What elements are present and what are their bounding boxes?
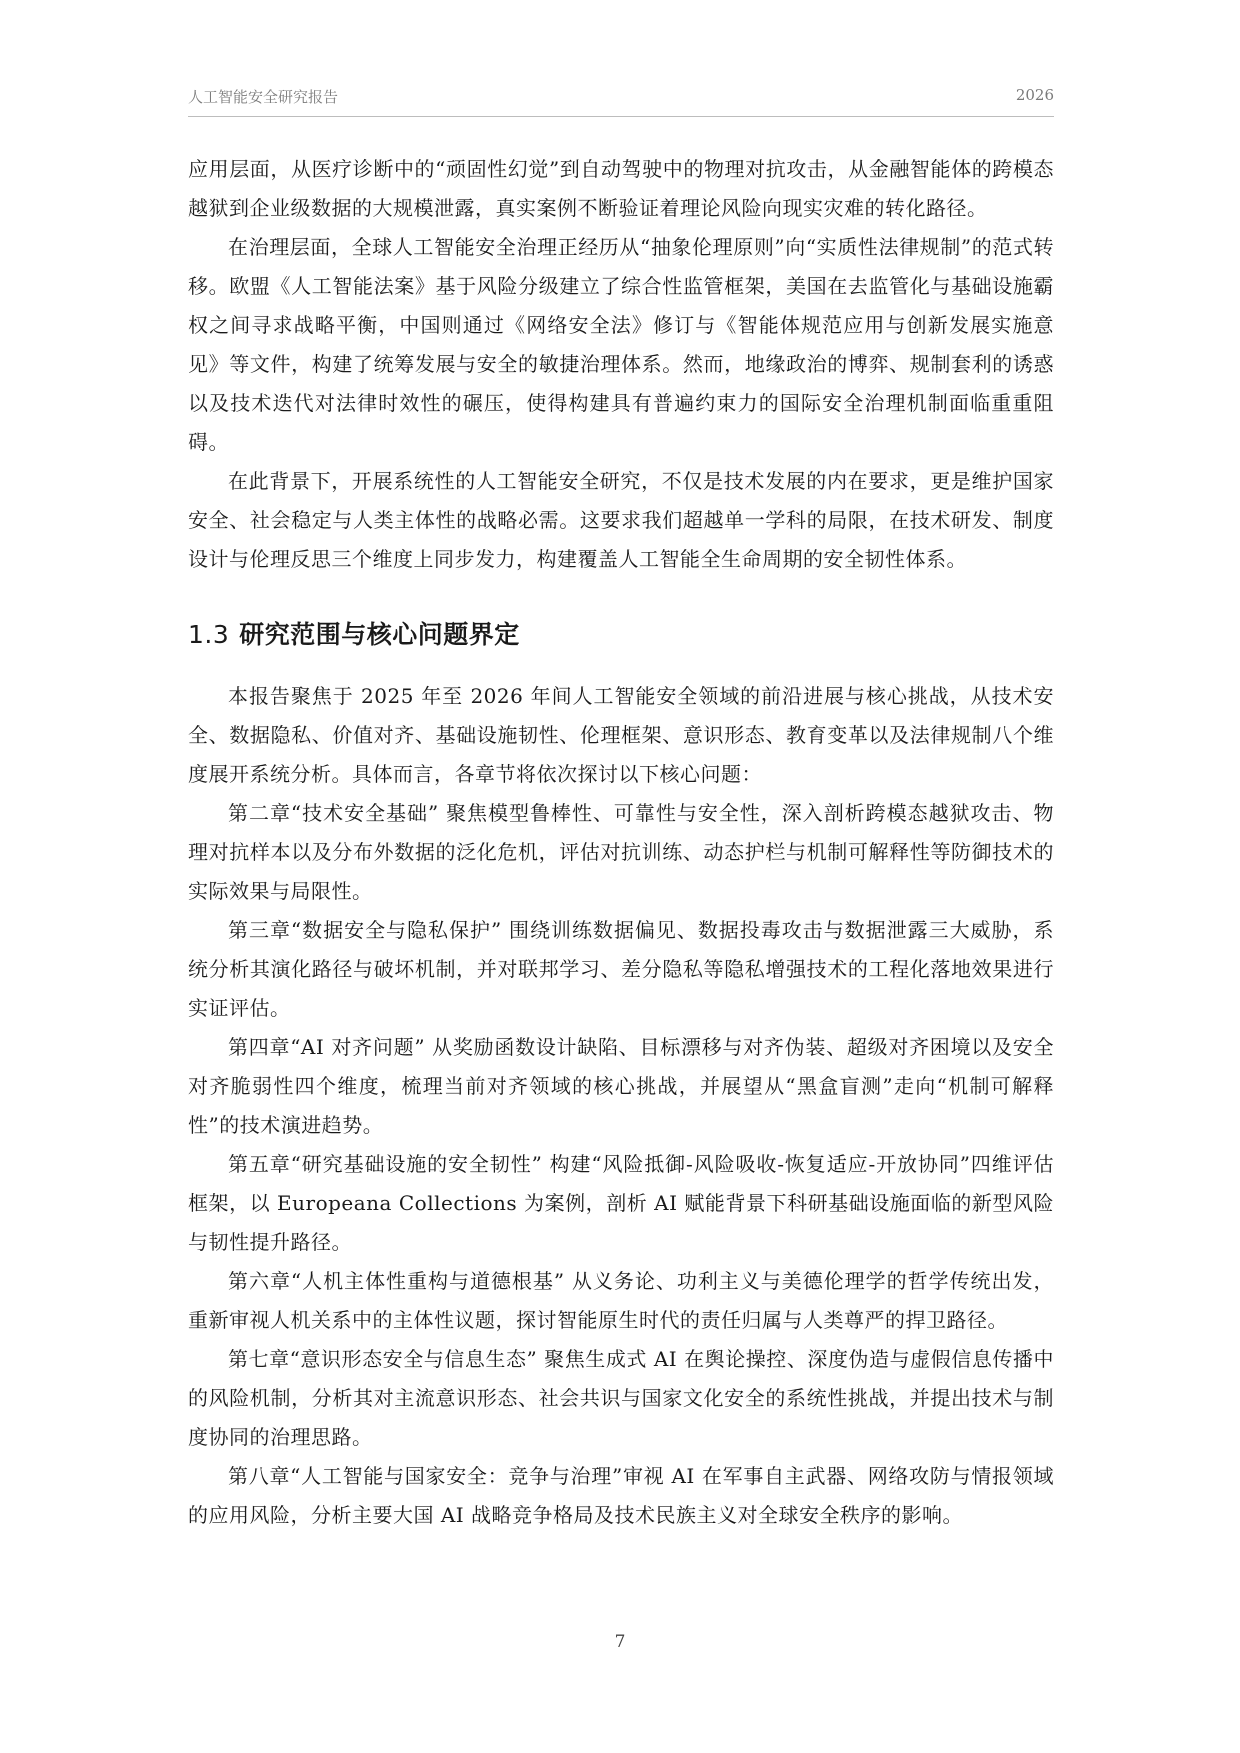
report-year: 2026 xyxy=(1015,86,1054,104)
paragraph: 在治理层面，全球人工智能安全治理正经历从“抽象伦理原则”向“实质性法律规制”的范式转移。欧盟《人工智能法案》基于风险分级建立了综合性监管框架，美国在去监管化与基础设施霸权之间寻求战略平衡，中国则通过《网络安全法》修订与《智能体规范应用与创新发展实施意见》等文件，构建了统筹发展与安全的敏捷治理体系。然而，地缘政治的博弈、规制套利的诱惑以及技术迭代对法律时效性的碾压，使得构建具有普遍约束力的国际安全治理机制面临重重阻碍。 xyxy=(188,235,1054,454)
section-title: 研究范围与核心问题界定 xyxy=(239,620,520,649)
chapter-summary-3: 第三章“数据安全与隐私保护” 围绕训练数据偏见、数据投毒攻击与数据泄露三大威胁，系统分析其演化路径与破坏机制，并对联邦学习、差分隐私等隐私增强技术的工程化落地效果进行实证评估。 xyxy=(188,918,1054,1020)
chapter-summary-8: 第八章“人工智能与国家安全：竞争与治理”审视 AI 在军事自主武器、网络攻防与情报领域的应用风险，分析主要大国 AI 战略竞争格局及技术民族主义对全球安全秩序的影响。 xyxy=(188,1464,1054,1527)
chapter-summary-5: 第五章“研究基础设施的安全韧性” 构建“风险抵御-风险吸收-恢复适应-开放协同”四维评估框架，以 Europeana Collections 为案例，剖析 AI 赋能背景下科研基础设施面临的新型风险与韧性提升路径。 xyxy=(188,1152,1054,1254)
chapter-summary-6: 第六章“人机主体性重构与道德根基” 从义务论、功利主义与美德伦理学的哲学传统出发，重新审视人机关系中的主体性议题，探讨智能原生时代的责任归属与人类尊严的捍卫路径。 xyxy=(188,1269,1054,1332)
page-number: 7 xyxy=(614,1632,626,1652)
section-number: 1.3 xyxy=(188,620,230,649)
body-text xyxy=(188,150,1054,1535)
paragraph-continued: 应用层面，从医疗诊断中的“顽固性幻觉”到自动驾驶中的物理对抗攻击，从金融智能体的跨模态越狱到企业级数据的大规模泄露，真实案例不断验证着理论风险向现实灾难的转化路径。 xyxy=(188,157,1054,220)
header-divider xyxy=(188,116,1054,117)
chapter-summary-2: 第二章“技术安全基础” 聚焦模型鲁棒性、可靠性与安全性，深入剖析跨模态越狱攻击、物理对抗样本以及分布外数据的泛化危机，评估对抗训练、动态护栏与机制可解释性等防御技术的实际效果与局限性。 xyxy=(188,801,1054,903)
section-heading xyxy=(188,615,1054,655)
paragraph: 在此背景下，开展系统性的人工智能安全研究，不仅是技术发展的内在要求，更是维护国家安全、社会稳定与人类主体性的战略必需。这要求我们超越单一学科的局限，在技术研发、制度设计与伦理反思三个维度上同步发力，构建覆盖人工智能全生命周期的安全韧性体系。 xyxy=(188,469,1054,571)
paragraph: 本报告聚焦于 2025 年至 2026 年间人工智能安全领域的前沿进展与核心挑战，从技术安全、数据隐私、价值对齐、基础设施韧性、伦理框架、意识形态、教育变革以及法律规制八个维度展开系统分析。具体而言，各章节将依次探讨以下核心问题： xyxy=(188,684,1054,786)
chapter-summary-4: 第四章“AI 对齐问题” 从奖励函数设计缺陷、目标漂移与对齐伪装、超级对齐困境以及安全对齐脆弱性四个维度，梳理当前对齐领域的核心挑战，并展望从“黑盒盲测”走向“机制可解释性”的技术演进趋势。 xyxy=(188,1035,1054,1137)
report-title: 人工智能安全研究报告 xyxy=(188,88,339,106)
running-header xyxy=(188,86,1054,110)
chapter-summary-7: 第七章“意识形态安全与信息生态” 聚焦生成式 AI 在舆论操控、深度伪造与虚假信息传播中的风险机制，分析其对主流意识形态、社会共识与国家文化安全的系统性挑战，并提出技术与制度协同的治理思路。 xyxy=(188,1347,1054,1449)
